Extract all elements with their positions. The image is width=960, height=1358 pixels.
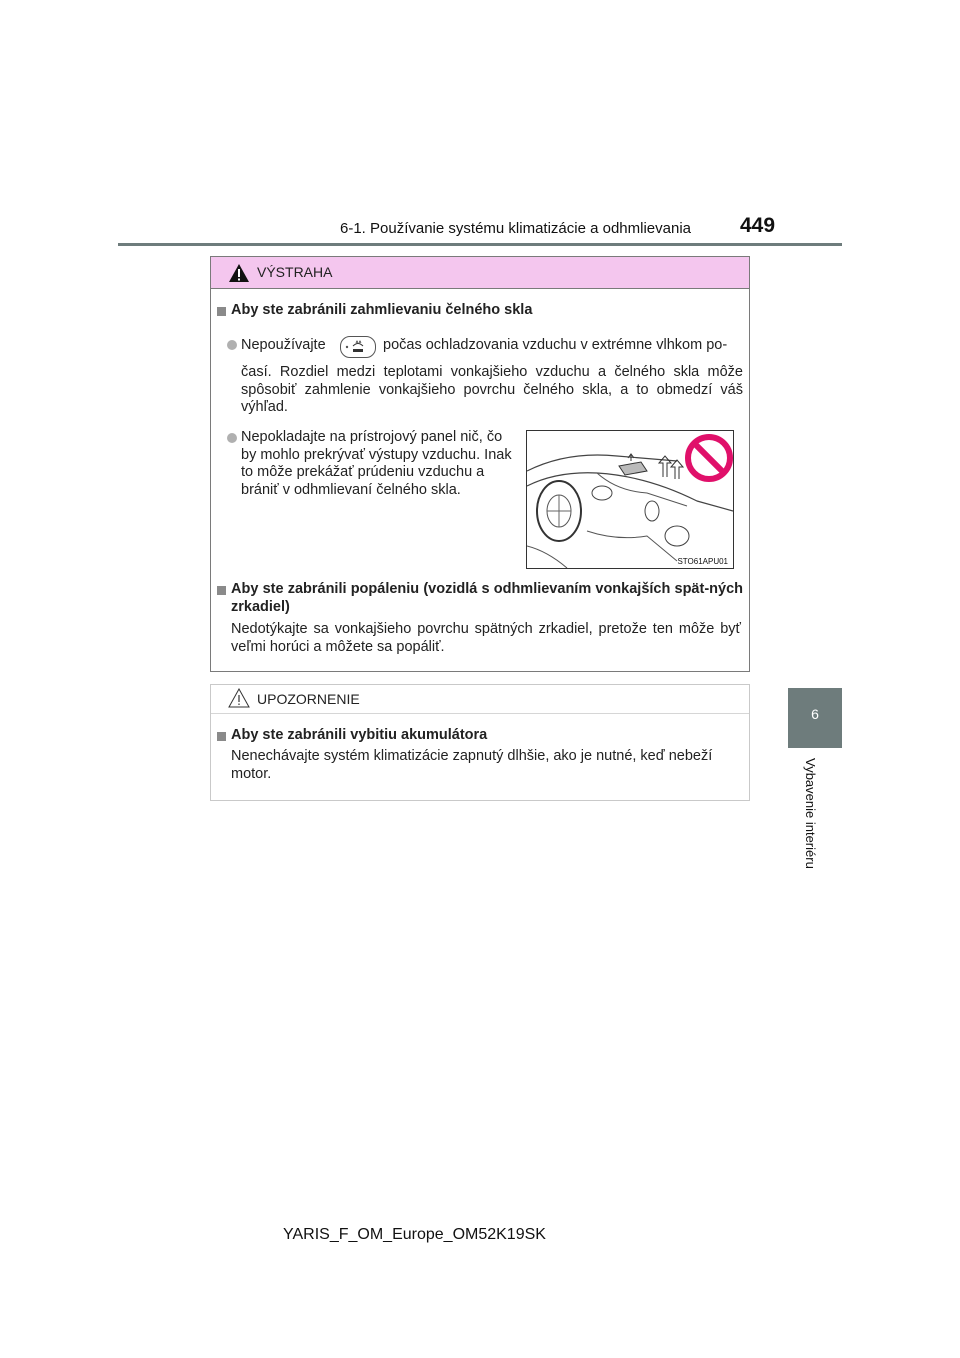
caution-triangle-icon (228, 688, 250, 708)
chapter-tab (788, 688, 842, 748)
dashboard-illustration (526, 430, 734, 569)
header-title: 6-1. Používanie systému klimatizácie a odhmlievania (340, 220, 691, 237)
bullet-text: Nepokladajte na prístrojový panel nič, čo by mohlo prekrývať výstupy vzduchu. Inak to môže prekážať prúdeniu vzduchu a brániť v odhmlievaní čelného skla. (241, 429, 512, 498)
square-bullet-icon (217, 732, 226, 741)
header-divider (118, 243, 842, 246)
chapter-label: Vybavenie interiéru (803, 758, 818, 869)
document-code: YARIS_F_OM_Europe_OM52K19SK (283, 1226, 546, 1243)
front-defroster-icon (340, 336, 376, 358)
square-bullet-icon (217, 586, 226, 595)
caution-title: UPOZORNENIE (257, 691, 360, 707)
round-bullet-icon (227, 433, 237, 443)
section-body: Nedotýkajte sa vonkajšieho povrchu spätných zrkadiel, pretože ten môže byť veľmi horúci a môžete sa popáliť. (231, 621, 741, 655)
bullet-text-end: počas ochladzovania vzduchu v extrémne vlhkom po- (383, 337, 728, 353)
round-bullet-icon (227, 340, 237, 350)
square-bullet-icon (217, 307, 226, 316)
defroster-glyph-icon (341, 337, 375, 357)
bullet-text-continuation: časí. Rozdiel medzi teplotami vonkajšieho vzduchu a čelného skla môže spôsobiť zahmlenie vonkajšieho povrchu čelného skla, a to obmedzí váš výhľad. (241, 364, 743, 415)
warning-title: VÝSTRAHA (257, 264, 333, 280)
caution-heading: Aby ste zabránili vybitiu akumulátora (231, 727, 488, 743)
caution-body: Nenechávajte systém klimatizácie zapnutý dlhšie, ako je nutné, keď nebeží motor. (231, 748, 713, 782)
page-number: 449 (740, 214, 776, 237)
warning-header (211, 257, 749, 289)
bullet-text-start: Nepoužívajte (241, 337, 326, 353)
section-heading: Aby ste zabránili popáleniu (vozidlá s odhmlievaním vonkajších spät-ných zrkadiel) (231, 581, 743, 615)
chapter-number: 6 (811, 706, 819, 722)
section-heading: Aby ste zabránili zahmlievaniu čelného skla (231, 302, 533, 318)
caution-box (210, 684, 750, 801)
caution-header (211, 685, 749, 714)
figure-code: STO61APU01 (677, 557, 728, 566)
dashboard-drawing (527, 431, 733, 568)
warning-triangle-icon (228, 263, 250, 283)
